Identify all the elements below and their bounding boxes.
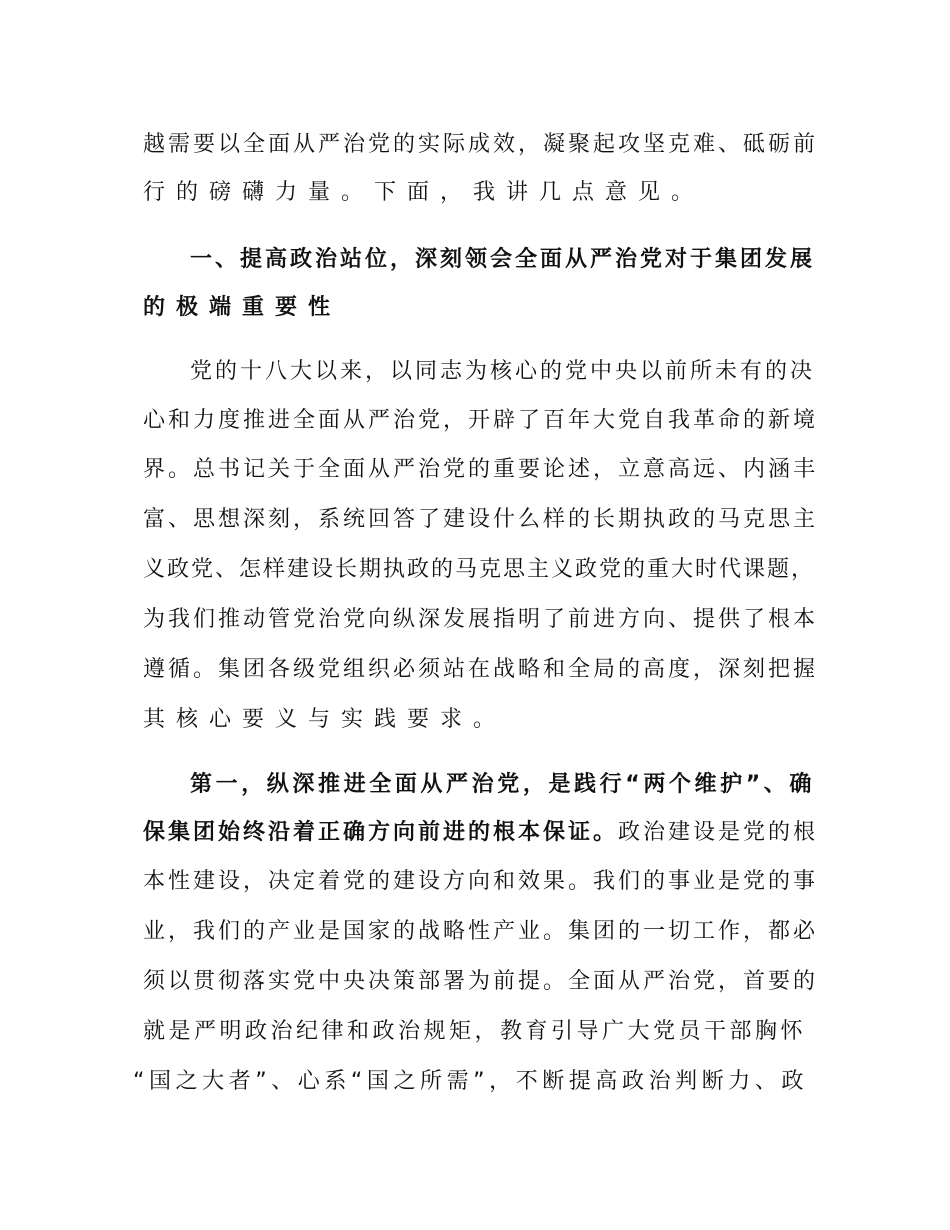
text-line: 界。总书记关于全面从严治党的重要论述，立意高远、内涵丰 — [143, 457, 818, 482]
text-line: 业，我们的产业是国家的战略性产业。集团的一切工作，都必 — [143, 919, 818, 944]
bold-lead-line: 第一，纵深推进全面从严治党，是践行“两个维护”、确 — [190, 772, 815, 797]
text-line: 其核心要义与实践要求。 — [143, 707, 506, 732]
text-line: 越需要以全面从严治党的实际成效，凝聚起攻坚克难、砥砺前 — [143, 132, 818, 157]
text-line: 本性建设，决定着党的建设方向和效果。我们的事业是党的事 — [143, 869, 818, 894]
text-line: 行的磅礴力量。下面，我讲几点意见。 — [143, 180, 704, 205]
bold-lead-text: 保集团始终沿着正确方向前进的根本保证。 — [143, 820, 618, 845]
heading-line: 的极端重要性 — [143, 295, 341, 320]
text-line: 富、思想深刻，系统回答了建设什么样的长期执政的马克思主 — [143, 507, 818, 532]
text-line: 遵循。集团各级党组织必须站在战略和全局的高度，深刻把握 — [143, 657, 818, 682]
text-line: 为我们推动管党治党向纵深发展指明了前进方向、提供了根本 — [143, 607, 818, 632]
heading-line: 一、提高政治站位，深刻领会全面从严治党对于集团发展 — [190, 247, 815, 272]
text-line — [143, 816, 818, 850]
text-line: 党的十八大以来，以同志为核心的党中央以前所未有的决 — [190, 359, 815, 384]
text-line: “国之大者”、心系“国之所需”，不断提高政治判断力、政 — [133, 1069, 808, 1094]
text-line: 就是严明政治纪律和政治规矩，教育引导广大党员干部胸怀 — [143, 1019, 806, 1044]
text-line: 义政党、怎样建设长期执政的马克思主义政党的重大时代课题， — [143, 557, 815, 582]
text-line: 须以贯彻落实党中央决策部署为前提。全面从严治党，首要的 — [143, 969, 818, 994]
body-text: 政治建设是党的根 — [617, 820, 818, 845]
text-line: 心和力度推进全面从严治党，开辟了百年大党自我革命的新境 — [143, 408, 818, 433]
